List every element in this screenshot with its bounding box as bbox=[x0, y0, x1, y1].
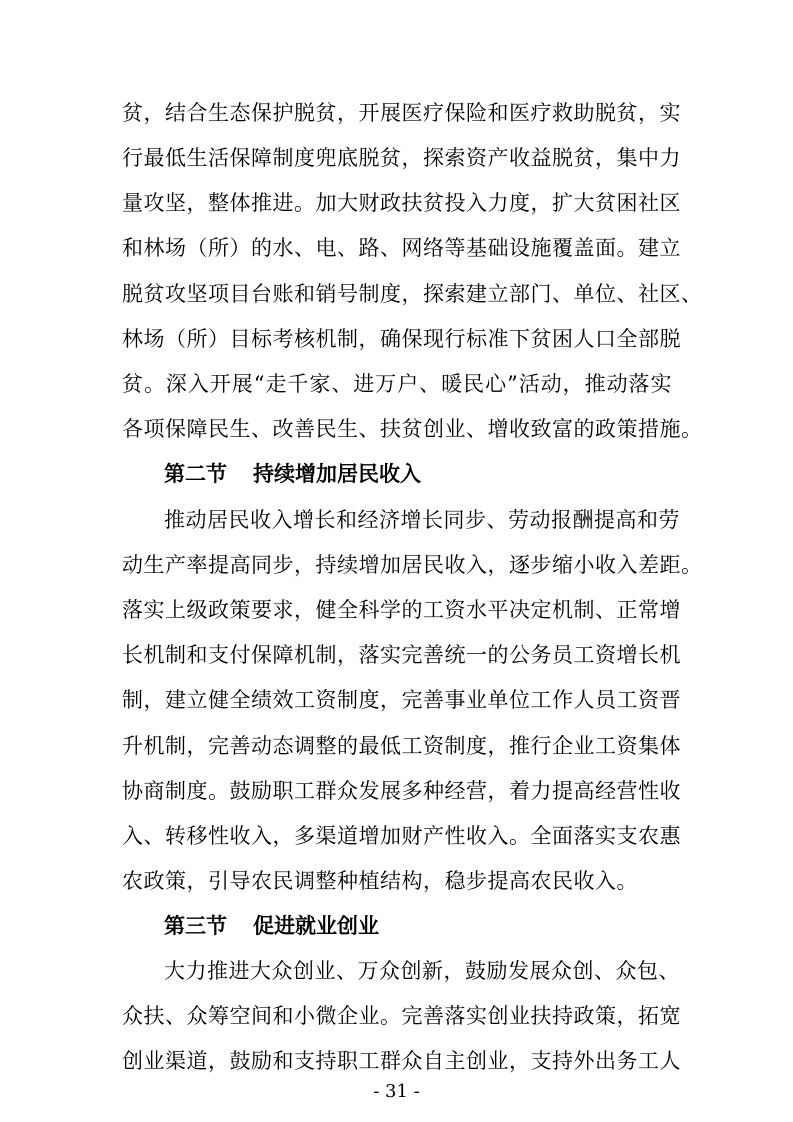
paragraph-line: 升机制，完善动态调整的最低工资制度，推行企业工资集体 bbox=[122, 734, 681, 758]
section-heading-3 bbox=[164, 907, 379, 945]
paragraph-line: 推动居民收入增长和经济增长同步、劳动报酬提高和劳 bbox=[164, 508, 680, 532]
paragraph-line: 脱贫攻坚项目台账和销号制度，探索建立部门、单位、社区、 bbox=[122, 282, 703, 306]
paragraph-line: 量攻坚，整体推进。加大财政扶贫投入力度，扩大贫困社区 bbox=[122, 191, 681, 215]
paragraph-line: 入、转移性收入，多渠道增加财产性收入。全面落实支农惠 bbox=[122, 824, 681, 848]
paragraph-line: 行最低生活保障制度兜底脱贫，探索资产收益脱贫，集中力 bbox=[122, 146, 681, 170]
paragraph-line: 大力推进大众创业、万众创新，鼓励发展众创、众包、 bbox=[164, 959, 680, 983]
paragraph-line: 农政策，引导农民调整种植结构，稳步提高农民收入。 bbox=[122, 869, 638, 893]
paragraph-line: 协商制度。鼓励职工群众发展多种经营，着力提高经营性收 bbox=[122, 779, 681, 803]
section-number: 第二节 bbox=[164, 462, 227, 486]
paragraph-line: 长机制和支付保障机制，落实完善统一的公务员工资增长机 bbox=[122, 643, 681, 667]
section-title: 持续增加居民收入 bbox=[253, 462, 421, 486]
paragraph-line: 落实上级政策要求，健全科学的工资水平决定机制、正常增 bbox=[122, 598, 681, 622]
paragraph-line: 和林场（所）的水、电、路、网络等基础设施覆盖面。建立 bbox=[122, 236, 681, 260]
paragraph-line: 制，建立健全绩效工资制度，完善事业单位工作人员工资晋 bbox=[122, 688, 681, 712]
paragraph-line: 创业渠道，鼓励和支持职工群众自主创业，支持外出务工人 bbox=[122, 1049, 681, 1073]
paragraph-line: 贫，结合生态保护脱贫，开展医疗保险和医疗救助脱贫，实 bbox=[122, 101, 681, 125]
paragraph-line: 众扶、众筹空间和小微企业。完善落实创业扶持政策，拓宽 bbox=[122, 1004, 681, 1028]
section-title: 促进就业创业 bbox=[253, 914, 379, 938]
paragraph-line: 林场（所）目标考核机制，确保现行标准下贫困人口全部脱 bbox=[122, 327, 681, 351]
section-number: 第三节 bbox=[164, 914, 227, 938]
paragraph-line: 各项保障民生、改善民生、扶贫创业、增收致富的政策措施。 bbox=[122, 417, 703, 441]
paragraph-line: 贫。深入开展“走千家、进万户、暖民心”活动，推动落实 bbox=[122, 372, 672, 396]
paragraph-line: 动生产率提高同步，持续增加居民收入，逐步缩小收入差距。 bbox=[122, 553, 703, 577]
page-number: - 31 - bbox=[373, 1081, 420, 1102]
section-heading-2 bbox=[164, 455, 421, 493]
